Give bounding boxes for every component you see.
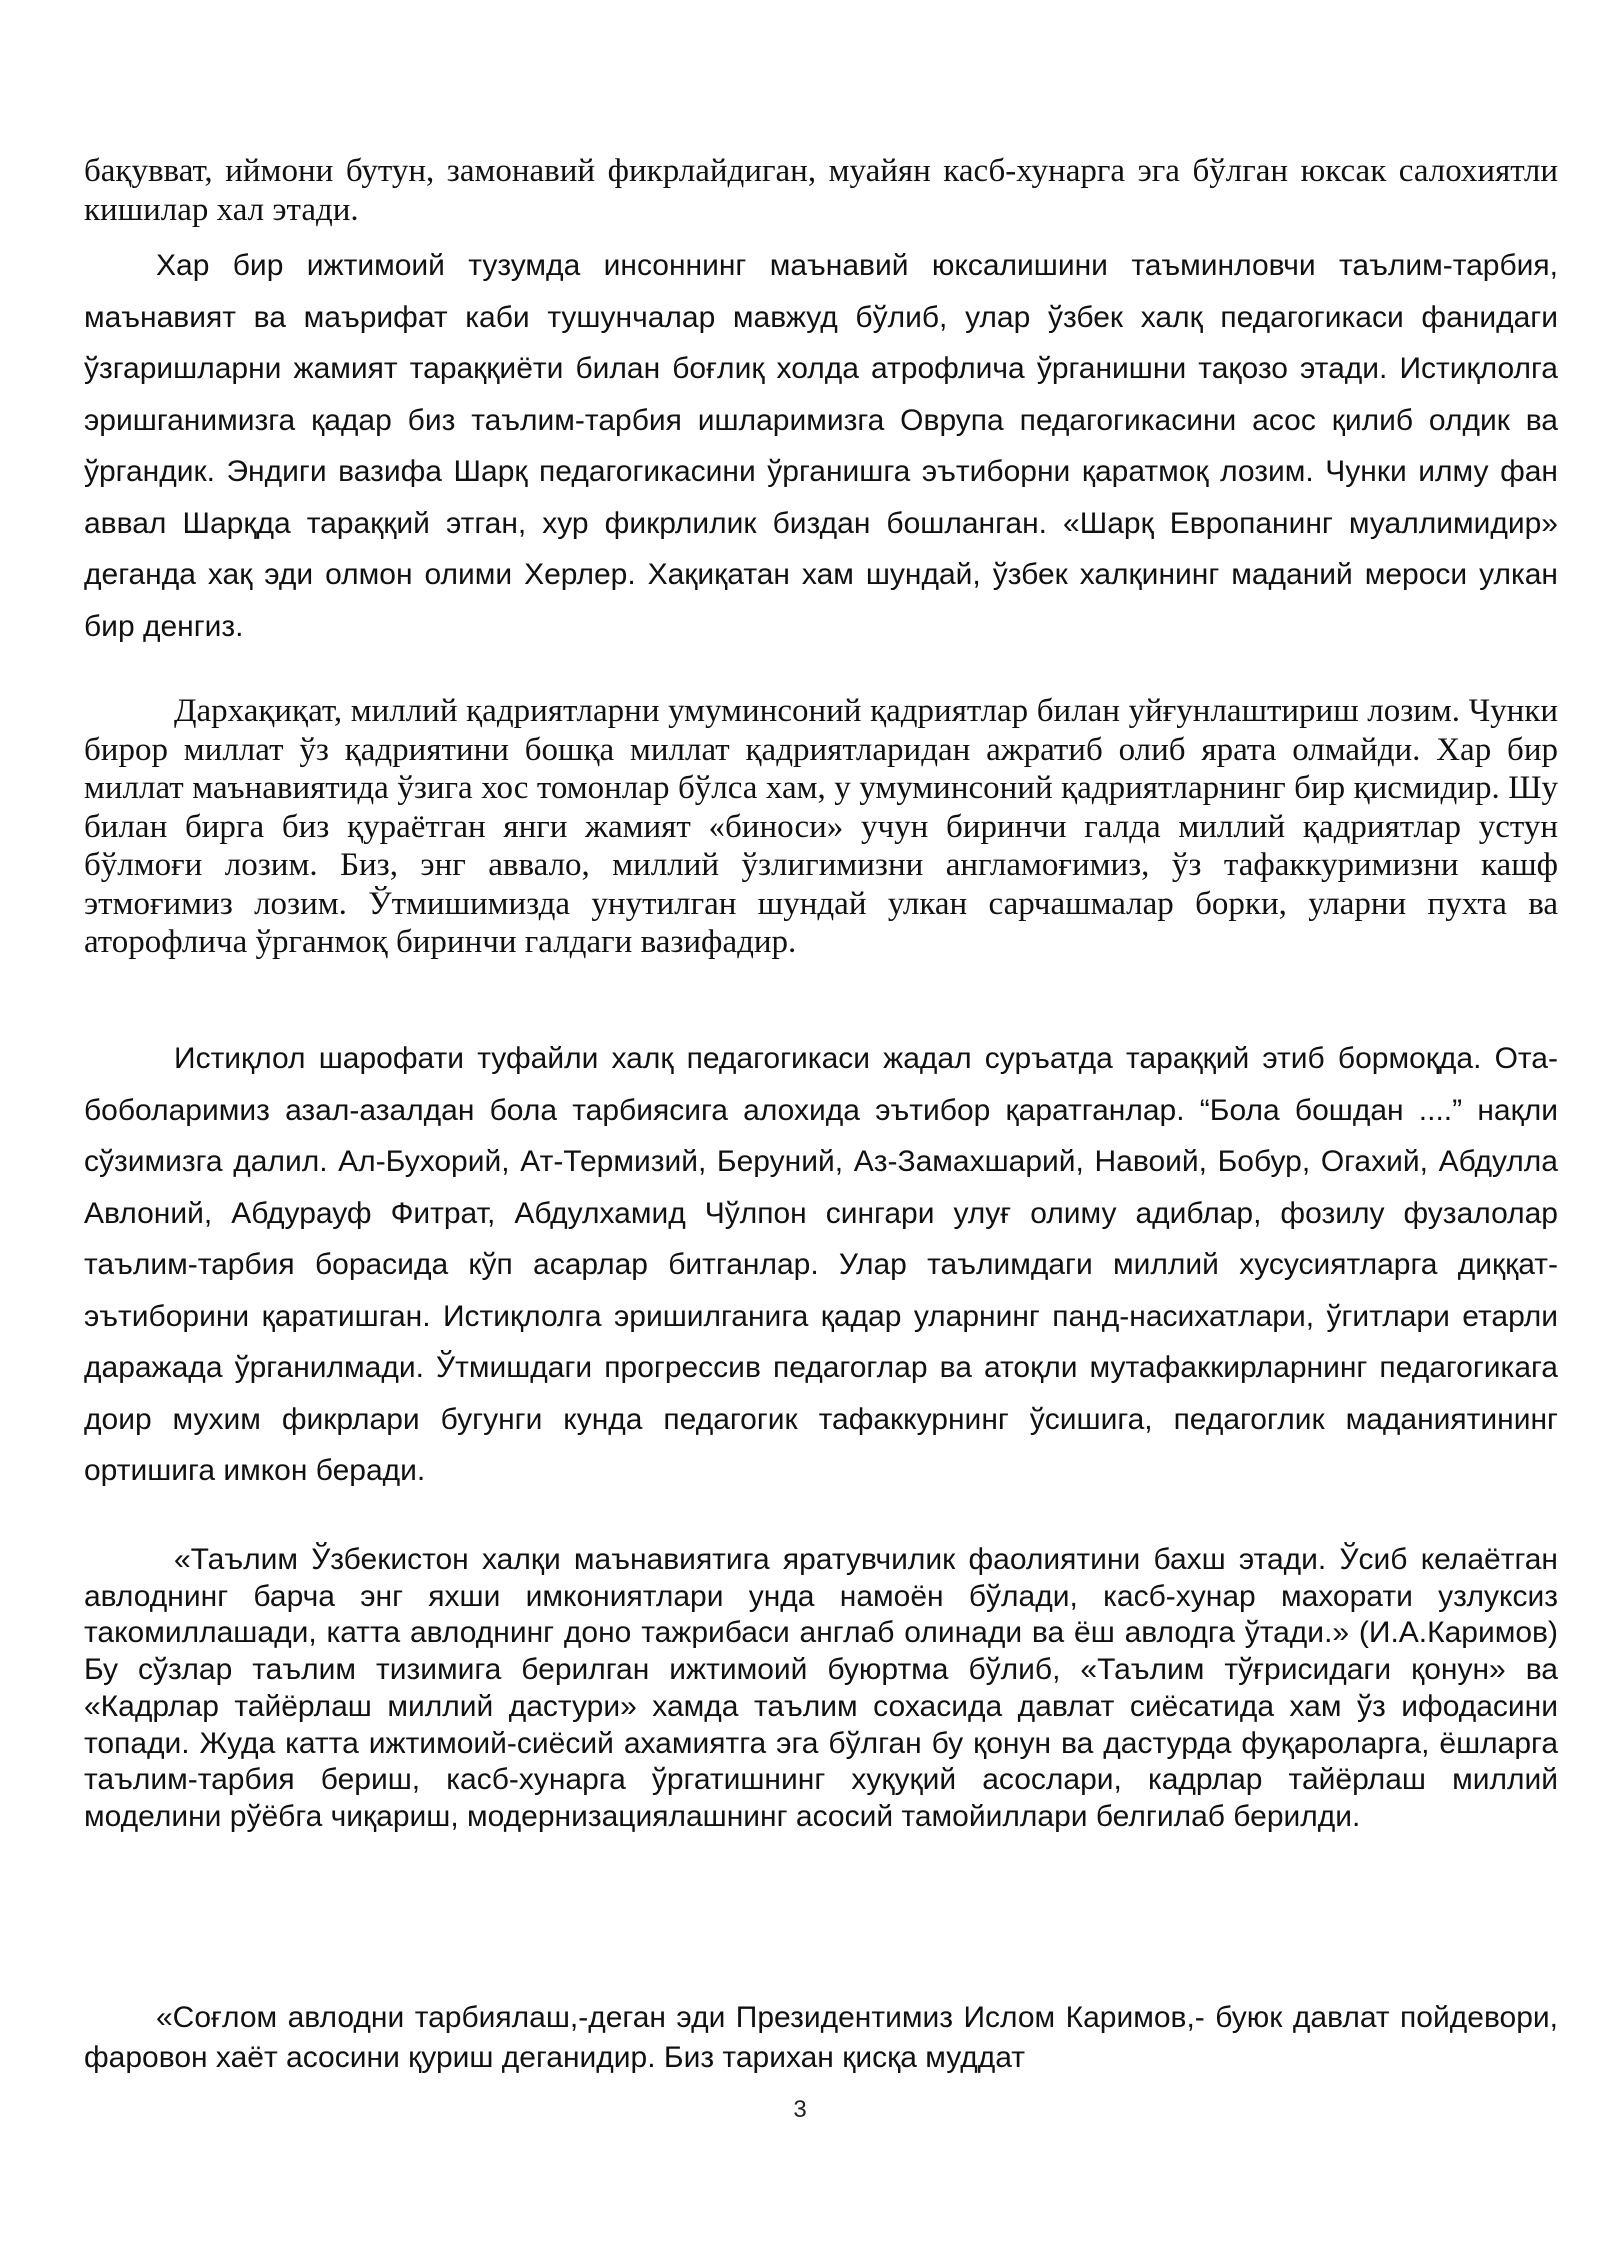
paragraph-3-block [84,692,1558,962]
paragraph-4-block [84,1033,1558,1497]
paragraph-2-block [84,240,1558,652]
paragraph-5: «Таълим Ўзбекистон халқи маънавиятига яратувчилик фаолиятини бахш этади. Ўсиб келаётган авлоднинг барча энг яхши имкониятлари унда намоён бўлади, касб-хунар махорати узлуксиз такомиллашади, катта авлоднинг доно тажрибаси англаб олинади ва ёш авлодга ўтади.» (И.А.Каримов) Бу сўзлар таълим тизимига берилган ижтимоий буюртма бўлиб, «Таълим тўғрисидаги қонун» ва «Кадрлар тайёрлаш миллий дастури» хамда таълим сохасида давлат сиёсатида хам ўз ифодасини топади. Жуда катта ижтимоий-сиёсий ахамиятга эга бўлган бу қонун ва дастурда фуқароларга, ёшларга таълим-тарбия бериш, касб-хунарга ўргатишнинг хуқуқий асослари, кадрлар тайёрлаш миллий моделини рўёбга чиқариш, модернизациялашнинг асосий тамойиллари белгилаб берилди. [84,1543,1558,1833]
page-number: 3 [793,2096,807,2123]
paragraph-1-block [84,152,1558,229]
paragraph-5-block [84,1542,1558,1836]
paragraph-6-block [84,1998,1558,2078]
paragraph-4: Истиқлол шарофати туфайли халқ педагогикаси жадал суръатда тараққий этиб бормоқда. Ота-боболаримиз азал-азалдан бола тарбиясига алохида эътибор қаратганлар. “Бола бошдан ....” нақли сўзимизга далил. Ал-Бухорий, Ат-Термизий, Беруний, Аз-Замахшарий, Навоий, Бобур, Огахий, Абдулла Авлоний, Абдурауф Фитрат, Абдулхамид Чўлпон сингари улуғ олиму адиблар, фозилу фузалолар таълим-тарбия борасида кўп асарлар битганлар. Улар таълимдаги миллий хусусиятларга диққат-эътиборини қаратишган. Истиқлолга эришилганига қадар уларнинг панд-насихатлари, ўгитлари етарли даражада ўрганилмади. Ўтмишдаги прогрессив педагоглар ва атоқли мутафаккирларнинг педагогикага доир мухим фикрлари бугунги кунда педагогик тафаккурнинг ўсишига, педагоглик маданиятининг ортишига имкон беради. [84,1042,1558,1487]
paragraph-3: Дархақиқат, миллий қадриятларни умуминсоний қадриятлар билан уйғунлаштириш лозим. Чунки бирор миллат ўз қадриятини бошқа миллат қадриятларидан ажратиб олиб ярата олмайди. Хар бир миллат маънавиятида ўзига хос томонлар бўлса хам, у умуминсоний қадриятларнинг бир қисмидир. Шу билан бирга биз қураётган янги жамият «биноси» учун биринчи галда миллий қадриятлар устун бўлмоғи лозим. Биз, энг аввало, миллий ўзлигимизни англамоғимиз, ўз тафаккуримизни кашф этмоғимиз лозим. Ўтмишимизда унутилган шундай улкан сарчашмалар борки, уларни пухта ва аторофлича ўрганмоқ биринчи галдаги вазифадир. [84,693,1558,960]
paragraph-6: «Соғлом авлодни тарбиялаш,-деган эди Президентимиз Ислом Каримов,- буюк давлат пойдевори, фаровон хаёт асосини қуриш деганидир. Биз тарихан қисқа муддат [84,2001,1558,2074]
paragraph-1: бақувват, иймони бутун, замонавий фикрлайдиган, муайян касб-хунарга эга бўлган юксак салохиятли кишилар хал этади. [84,153,1558,228]
paragraph-2: Хар бир ижтимоий тузумда инсоннинг маънавий юксалишини таъминловчи таълим-тарбия, маънавият ва маърифат каби тушунчалар мавжуд бўлиб, улар ўзбек халқ педагогикаси фанидаги ўзгаришларни жамият тараққиёти билан боғлиқ холда атрофлича ўрганишни тақозо этади. Истиқлолга эришганимизга қадар биз таълим-тарбия ишларимизга Оврупа педагогикасини асос қилиб олдик ва ўргандик. Эндиги вазифа Шарқ педагогикасини ўрганишга эътиборни қаратмоқ лозим. Чунки илму фан аввал Шарқда тараққий этган, хур фикрлилик биздан бошланган. «Шарқ Европанинг муаллимидир» деганда хақ эди олмон олими Херлер. Хақиқатан хам шундай, ўзбек халқининг маданий мероси улкан бир денгиз. [84,249,1558,643]
